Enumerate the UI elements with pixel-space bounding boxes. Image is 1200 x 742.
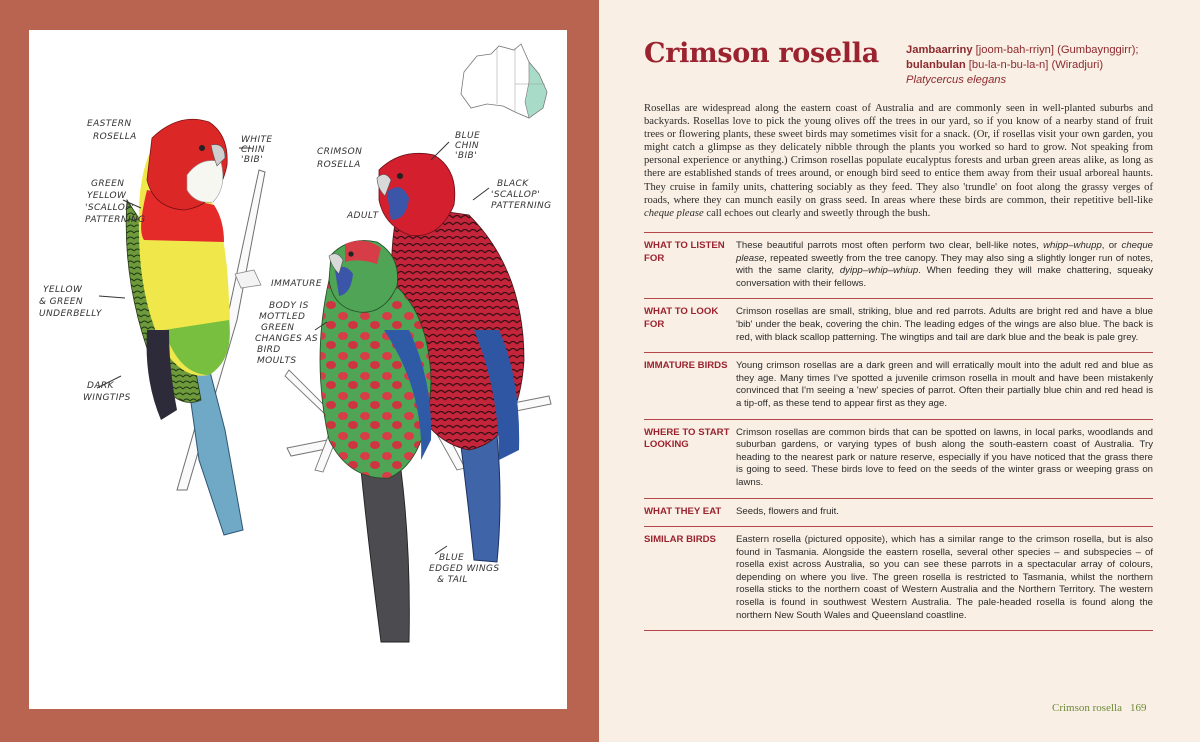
facts-table (644, 232, 1153, 631)
left-page (0, 0, 599, 742)
illustration-plate (29, 30, 567, 709)
fact-label: WHAT THEY EAT (644, 505, 722, 517)
fact-text: Crimson rosellas are common birds that can be spotted on lawns, in local parks, woodlands and suburban gardens, or varying types of bush along the south-eastern coast of Australia. Try heading to the nearest park or nature reserve, especially if you have noticed that the grass there is going to seed. These birds love to feed on the seeds of the winter grass or weeping grass on lawns. (736, 426, 1153, 488)
fact-row (644, 352, 1153, 418)
label-adult: ADULT (347, 211, 379, 221)
scientific-name: Platycercus elegans (906, 74, 1007, 86)
species-names (906, 43, 1139, 88)
label-crimson-rosella: CRIMSON ROSELLA (317, 147, 363, 170)
fact-text: Young crimson rosellas are a dark green and will erratically moult into the adult red and blue as they age. Many times I've spotted a juvenile crimson rosella in moult and have been mistakenly convinced that I'm seeing a 'new' species of parrot. Often their partially blue chin and red head is a tip-off, as these tend to appear first as they age. (736, 360, 1153, 409)
fact-label: WHAT TO LOOK FOR (644, 306, 719, 330)
page-title: Crimson rosella (644, 38, 879, 69)
label-blue-chin: BLUE CHIN 'BIB' (455, 131, 481, 161)
label-blue-edged: BLUE EDGED WINGS & TAIL (429, 553, 500, 585)
bird-illustration (29, 30, 567, 709)
intro-paragraph: Rosellas are widespread along the eastern coast of Australia and are commonly seen in well-planted suburbs and backyards. Rosellas love to pick the young olives off the trees in our yard, so if you know of a nearby stand of fruit trees or flowering plants, these sweet birds may sometimes visit for a snack. (Or, if rosellas visit your own garden, you might catch a glimpse as they delicately nibble through the plants you worked so hard to grow. Not speaking from personal experience or anything.) Crimson rosellas populate eucalyptus forests and urban green areas alike, as long as there are established stands of trees around, or enough bird seed to entice them away from their usual arboreal haunts. They cruise in family units, chattering sociably as they feed. They also 'trundle' on foot along the grassy verges of roads, where they can munch easily on grass seed. In areas where these birds are common, their repetitive bell-like cheque please call echoes out clearly and sweetly through the bush. (644, 103, 1153, 219)
fact-label: WHAT TO LISTEN FOR (644, 240, 725, 264)
australia-map (461, 44, 547, 118)
fact-text: Eastern rosella (pictured opposite), which has a similar range to the crimson rosella, but is also found in Tasmania. Alongside the eastern rosella, several other species – and subspecies – of rosella exist across Australia, so you can see these parrots in a spectacular array of colours, depending on where you live. The green rosella is restricted to Tasmania, whilst the northern rosella sticks to the northern coast of Western Australia and the Northern Territory. The western rosella is found in southwest Western Australia. The pale-headed rosella is found along the northern New South Wales and Queensland coastline. (736, 534, 1153, 621)
page-number: 169 (1129, 702, 1147, 714)
fact-text: Seeds, flowers and fruit. (736, 505, 839, 517)
label-black-scallop: BLACK 'SCALLOP' PATTERNING (491, 179, 552, 211)
fact-text: These beautiful parrots most often perform two clear, bell-like notes, whipp–whupp, or cheque please, repeated sweetly from the tree canopy. They may also sing a slightly longer run of notes, with the same clarity, dyipp–whip–whiup. When feeding they will make chattering, squeaky conversation with their fellows. (736, 240, 1154, 289)
label-green-yellow-scallop: GREEN YELLOW 'SCALLOP' PATTERNING (85, 179, 146, 225)
fact-label: IMMATURE BIRDS (644, 360, 728, 372)
running-head: Crimson rosella (1052, 702, 1122, 714)
fact-label: WHERE TO START LOOKING (644, 426, 730, 451)
fact-row (644, 419, 1153, 498)
label-body-mottled: BODY IS MOTTLED GREEN CHANGES AS BIRD MOULTS (255, 301, 319, 366)
name-wiradjuri: bulanbulan [bu-la-n-bu-la-n] (Wiradjuri) (906, 59, 1104, 71)
label-eastern-rosella: EASTERN ROSELLA (87, 119, 137, 142)
label-immature: IMMATURE (271, 279, 322, 289)
fact-text: Crimson rosellas are small, striking, blue and red parrots. Adults are bright red and have a blue 'bib' under the beak, covering the chin. The leading edges of the wings are also blue. The back is red, with black scallop patterning. The wingtips and tail are dark blue and the beak is pale grey. (736, 306, 1153, 343)
fact-row (644, 498, 1153, 527)
right-page (599, 0, 1200, 742)
label-yellow-green-underbelly: YELLOW & GREEN UNDERBELLY (39, 285, 102, 319)
name-gumbaynggirr: Jambaarriny [joom-bah-rriyn] (Gumbaynggirr); (906, 44, 1139, 56)
fact-row (644, 232, 1153, 298)
fact-row (644, 526, 1153, 630)
label-dark-wingtips: DARK WINGTIPS (83, 381, 131, 403)
facts-bottom-rule (644, 630, 1153, 631)
fact-row (644, 298, 1153, 352)
label-white-chin: WHITE CHIN 'BIB' (241, 135, 273, 165)
fact-label: SIMILAR BIRDS (644, 534, 716, 546)
page-footer (1052, 702, 1146, 714)
